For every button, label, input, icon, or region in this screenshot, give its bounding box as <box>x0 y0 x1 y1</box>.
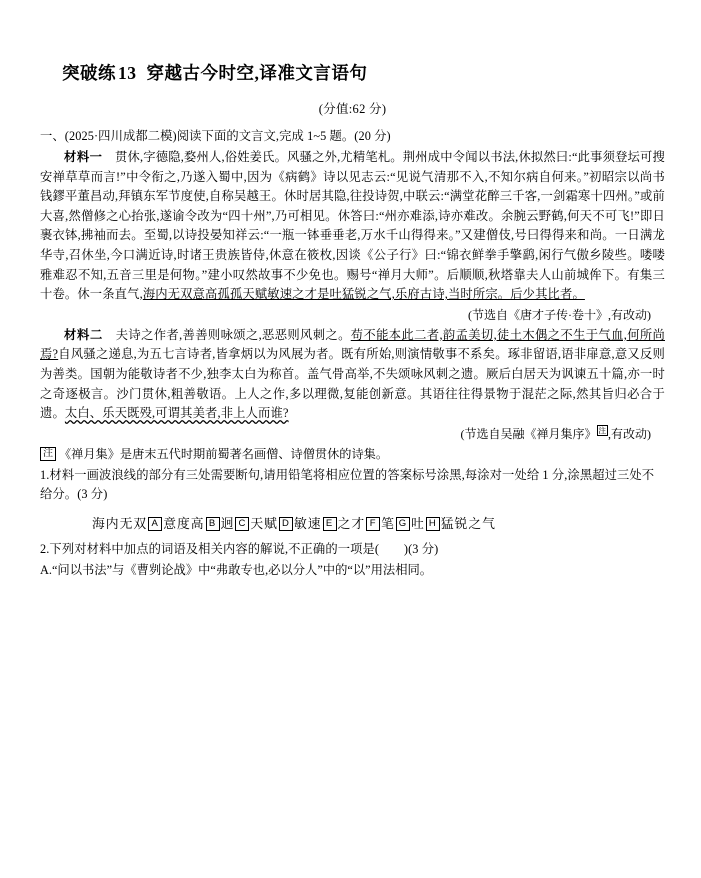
question-2: 2.下列对材料中加点的词语及相关内容的解说,不正确的一项是( )(3 分) <box>40 541 439 556</box>
question-head: 一、(2025·四川成都二模)阅读下面的文言文,完成 1~5 题。(20 分) <box>40 129 391 143</box>
page-title <box>62 60 665 85</box>
material-two-source-text: (节选自吴融《禅月集序》 <box>460 426 597 441</box>
material-one-underlined: 海内无双意高孤孤天赋敏速之才是吐猛锐之气,乐府古诗,当时所宗。后少其比者。 <box>142 287 585 302</box>
title-text: 穿越古今时空,译准文言语句 <box>146 63 368 83</box>
material-one-source: (节选自《唐才子传·卷十》,有改动) <box>468 307 651 322</box>
answer-seg-2: 迥 <box>220 516 235 531</box>
answer-mark-d[interactable]: D <box>279 517 293 531</box>
material-two-body-b: 自风骚之递息,为五七言诗者,皆拿炳以为风展为者。既有所始,则演情敬事不系矣。琢非留语,语非扉意,意又反则为善类。国朝为能敬诗者不少,独李太白为称首。盖气骨高举,不失颂咏风刺之遗。厥后白居天为讽谏五十篇,亦一时之奇逐极言。沙门贯休,粗善敬语。上人之作,多以理微,复能创新意。其语往往得景物于混茫之际,然其旨归必合于遗。 <box>40 347 665 421</box>
material-one-label: 材料一 <box>64 150 103 164</box>
material-one-paragraph <box>40 148 665 305</box>
answer-seg-6: 笔 <box>381 516 395 531</box>
answer-seg-4: 敏速 <box>293 516 322 531</box>
answer-choice-line <box>40 514 665 534</box>
answer-seg-1: 意度高 <box>163 516 205 531</box>
footnote-box-icon: 注 <box>40 447 56 461</box>
title-number: 13 <box>118 63 137 83</box>
material-one-body: 贯休,字德隐,婺州人,俗姓姜氏。风骚之外,尤精笔札。荆州成中令闻以书法,休拟然曰:“此事须登坛可搜安禅草草而言!”中令衔之,乃遂入蜀中,因为《病鹤》诗以见志云:“见说气清那不入,不知尔病自何来。”初昭宗以尚书钱鏐平董昌动,拜镇东军节度使,自称吴越王。休时居其隐,往投诗贺,中联云:“满堂花醉三千客,一剑霜寒十四州。”或前大喜,然僧修之心抬张,遂谕令改为“四十州”,乃可相见。休答曰:“州亦难添,诗亦难改。余腕云野鹤,何天不可飞!”即日裹衣钵,拂袖而去。至蜀,以诗投晏知祥云:“一瓶一钵垂垂老,万水千山得得来。”又建僧伎,号曰得得来和尚。一日满龙华寺,召休坐,今口满近诗,时诸王贵族皆侍,休意在筱枚,因谈《公子行》曰:“锦衣鲜拳手擎鹞,闲行气傲乡陵些。喽喽雅难忍不知,五音三里是何物。”建小叹然故事不少免也。赐号“禅月大师”。后顺顺,秋塔靠夫人山前城侔下。有集三十卷。休一条直气, <box>40 150 665 302</box>
answer-mark-a[interactable]: A <box>148 517 162 531</box>
material-two-paragraph <box>40 326 665 424</box>
answer-seg-0: 海内无双 <box>92 516 148 531</box>
footnote-text: 《禅月集》是唐末五代时期前蜀著名画僧、诗僧贯休的诗集。 <box>59 446 389 461</box>
answer-seg-7: 吐 <box>410 516 425 531</box>
answer-seg-5: 之才 <box>337 516 366 531</box>
footnote <box>40 445 665 462</box>
answer-mark-g[interactable]: G <box>396 517 410 531</box>
answer-mark-h[interactable]: H <box>426 517 440 531</box>
material-two-source <box>40 425 665 442</box>
material-two-underlined-b: 太白、乐天既殁,可谓其美者,非上人而谁? <box>64 406 289 421</box>
title-prefix: 突破练 <box>62 63 116 83</box>
answer-mark-e[interactable]: E <box>323 517 337 531</box>
material-two-underlined-a: 苟不能本此二者,韵孟美切,徒土木偶之不生于气血,何所尚焉? <box>40 327 665 362</box>
material-two-body-a: 夫诗之作者,善善则咏颂之,恶恶则风刺之。 <box>115 327 351 342</box>
question-1: 1.材料一画波浪线的部分有三处需要断句,请用铅笔将相应位置的答案标号涂黑,每涂对一处给 1 分,涂黑超过三处不给分。(3 分) <box>40 467 655 502</box>
answer-mark-c[interactable]: C <box>235 517 249 531</box>
answer-mark-b[interactable]: B <box>206 517 220 531</box>
answer-seg-3: 天赋 <box>250 516 278 531</box>
score-line: (分值:62 分) <box>318 102 387 116</box>
material-two-label: 材料二 <box>64 327 104 342</box>
answer-seg-8: 猛锐之气 <box>440 516 496 531</box>
footnote-marker-icon: 注 <box>598 425 606 435</box>
answer-mark-f[interactable]: F <box>366 517 380 531</box>
question-2-option-a[interactable]: A.“问以书法”与《曹刿论战》中“弗敢专也,必以分人”中的“以”用法相同。 <box>40 563 433 578</box>
material-two-source-end: ,有改动) <box>608 426 651 441</box>
